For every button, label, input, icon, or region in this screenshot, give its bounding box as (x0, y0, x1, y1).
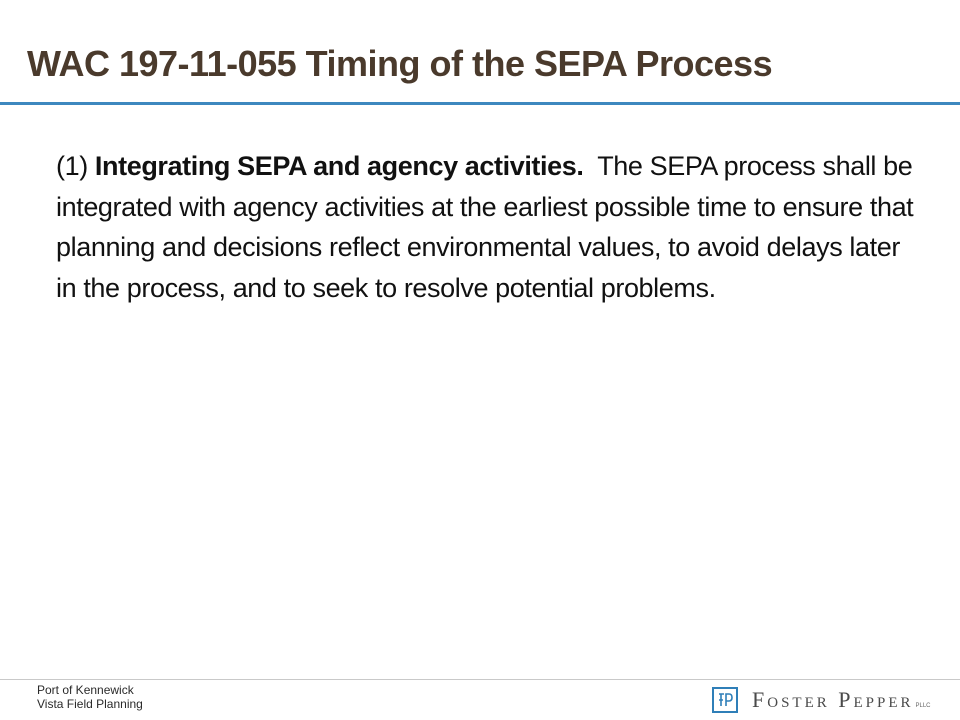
slide-title: WAC 197-11-055 Timing of the SEPA Process (27, 43, 773, 84)
body-paragraph (56, 146, 916, 308)
paragraph-number: (1) (56, 151, 88, 181)
company-logo (712, 686, 931, 714)
paragraph-lead: Integrating SEPA and agency activities. (94, 151, 584, 181)
footer-line-organization: Port of Kennewick (37, 683, 134, 697)
logo-wordmark: Foster Pepper (752, 687, 914, 712)
title-divider (0, 102, 960, 105)
footer-line-project: Vista Field Planning (37, 697, 143, 711)
paragraph-text: The SEPA process shall be integrated with agency activities at the earliest possible time to ensure that planning and decisions reflect environmental values, to avoid delays later in the process, and to seek to resolve potential problems. (56, 151, 914, 303)
logo-suffix: PLLC (915, 703, 931, 709)
footer-text (37, 683, 143, 711)
fp-monogram-icon (712, 687, 738, 713)
footer-divider (0, 679, 960, 680)
